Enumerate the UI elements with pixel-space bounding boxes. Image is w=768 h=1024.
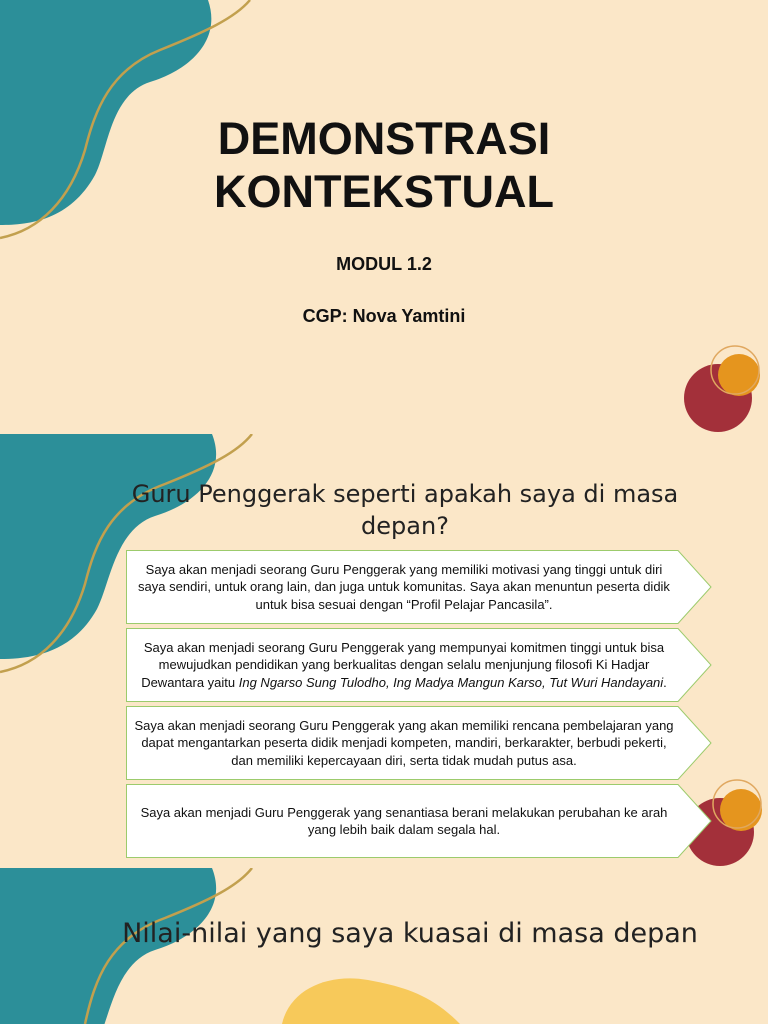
list-item (126, 706, 712, 780)
slide-title: Nilai-nilai yang saya kuasai di masa depan (122, 918, 698, 949)
teal-blob-shape (0, 434, 216, 659)
list-item-text: Saya akan menjadi seorang Guru Penggerak yang akan memiliki rencana pembelajaran yang dapat mengantarkan peserta didik menjadi kompeten, mandiri, berkarakter, berbudi pekerti, dan memiliki kepercayaan diri, serta tidak mudah putus asa. (134, 717, 674, 768)
orange-circle-shape (718, 354, 760, 396)
title-line-1: DEMONSTRASI (217, 113, 551, 164)
cgp-label: CGP: Nova Yamtini (302, 306, 466, 326)
list-item-text: Saya akan menjadi seorang Guru Penggerak yang memiliki motivasi yang tinggi untuk diri saya sendiri, untuk orang lain, dan juga untuk komunitas. Saya akan menuntun peserta didik untuk bisa sesuai dengan “Profil Pelajar Pancasila”. (138, 561, 670, 612)
yellow-blob-shape (282, 978, 460, 1024)
content-slide (0, 434, 768, 866)
list-item (126, 628, 712, 702)
list-item-text: Saya akan menjadi Guru Penggerak yang senantiasa berani melakukan perubahan ke arah yang lebih baik dalam segala hal. (140, 804, 668, 837)
slide-title: Guru Penggerak seperti apakah saya di masa depan? (131, 480, 679, 540)
next-slide (0, 868, 768, 1024)
slide-title (0, 112, 768, 218)
list-item-text: Saya akan menjadi seorang Guru Penggerak yang mempunyai komitmen tinggi untuk bisa mewujudkan pendidikan yang berkualitas dengan selalu menjunjung filosofi Ki Hadjar Dewantara yaitu Ing Ngarso Sung Tulodho, Ing Madya Mangun Karso, Tut Wuri Handayani. (141, 639, 667, 690)
title-slide (0, 0, 768, 432)
module-label: MODUL 1.2 (336, 254, 432, 274)
philosophy-text: Ing Ngarso Sung Tulodho, Ing Madya Mangun Karso, Tut Wuri Handayani (238, 674, 664, 690)
list-item (126, 550, 712, 624)
list-item (126, 784, 712, 858)
title-line-2: KONTEKSTUAL (214, 166, 554, 217)
